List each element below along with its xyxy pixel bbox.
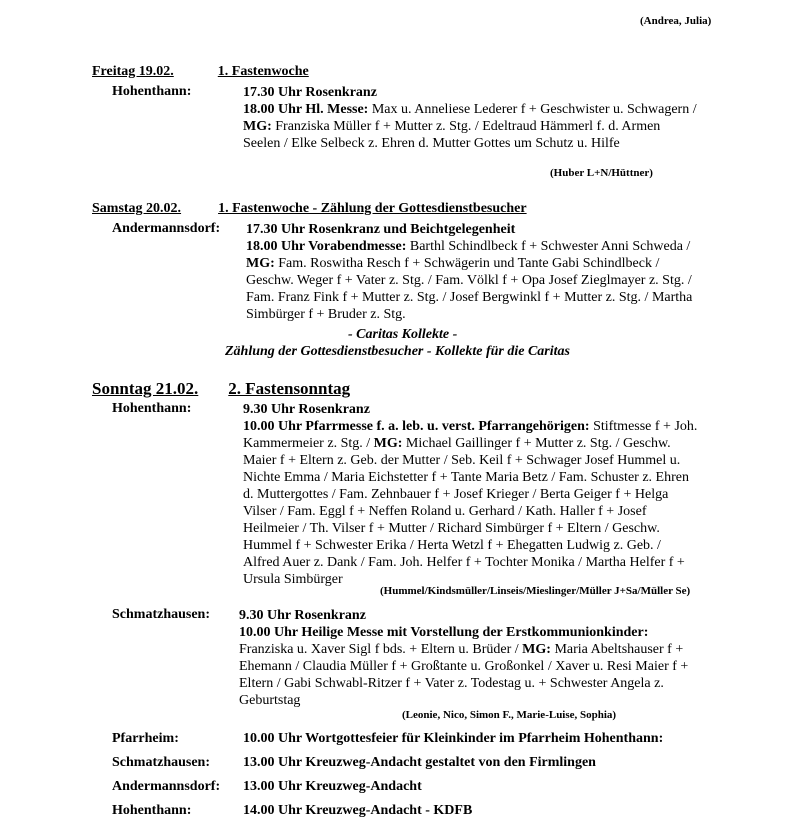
saturday-line-2 <box>246 238 692 255</box>
sun-b3 <box>239 641 688 658</box>
saturday-date: Samstag 20.02. <box>92 201 182 216</box>
friday-line-2 <box>243 101 697 118</box>
sun-a4: Maier f + Eltern z. Geb. der Mutter / Seb. Keil f + Schwager Josef Hummel u. <box>243 453 681 468</box>
sunday-title: 2. Fastensonntag <box>228 379 351 398</box>
friday-place: Hohenthann: <box>112 84 192 99</box>
sun-a9: Hummel f + Schwester Erika / Herta Wetzl f + Ehegatten Ludwig z. Geb. / <box>243 538 661 553</box>
saturday-place: Andermannsdorf: <box>112 221 221 236</box>
sun-mass-text: Stiftmesse f + Joh. <box>589 419 698 434</box>
sunday-schmatzhausen-kreuzweg: 13.00 Uhr Kreuzweg-Andacht gestaltet von den Firmlingen <box>243 755 596 770</box>
sunday-header <box>92 379 356 399</box>
saturday-entries <box>246 221 692 323</box>
friday-line-3 <box>243 118 697 135</box>
sunday-pfarrheim-entry: 10.00 Uhr Wortgottesfeier für Kleinkinder im Pfarrheim Hohenthann: <box>243 731 664 746</box>
sun-b3-text-a: Franziska u. Xaver Sigl f bds. + Eltern u. Brüder / <box>239 642 523 657</box>
sun-a6: d. Muttergottes / Fam. Zehnbauer f + Josef Krieger / Berta Geiger f + Helga <box>243 487 669 502</box>
sunday-hohenthann-entries <box>243 401 697 588</box>
friday-line-1: 17.30 Uhr Rosenkranz <box>243 85 377 100</box>
friday-line-4: Seelen / Elke Selbeck z. Ehren d. Mutter Gottes um Schutz u. Hilfe <box>243 136 620 151</box>
friday-date: Freitag 19.02. <box>92 64 174 79</box>
sun-b6: Geburtstag <box>239 693 301 708</box>
friday-entries <box>243 84 697 152</box>
sun-b2: 10.00 Uhr Heilige Messe mit Vorstellung der Erstkommunionkinder: <box>239 625 649 640</box>
saturday-line-6: Simbürger f + Bruder z. Stg. <box>246 307 406 322</box>
friday-mg-text: Franziska Müller f + Mutter z. Stg. / Edeltraud Hämmerl f. d. Armen <box>271 119 661 134</box>
sun-a3 <box>243 435 697 452</box>
saturday-line-1: 17.30 Uhr Rosenkranz und Beichtgelegenheit <box>246 222 516 237</box>
sun-a8: Heilmeier / Th. Vilser f + Mutter / Richard Simbürger f + Eltern / Geschw. <box>243 521 660 536</box>
sun-a10: Alfred Auer z. Dank / Fam. Joh. Helfer f + Tochter Monika / Martha Helfer f + <box>243 555 685 570</box>
sun-a5: Nichte Emma / Maria Eichstetter f + Tante Maria Betz / Fam. Schuster z. Ehren <box>243 470 689 485</box>
friday-header <box>92 64 309 80</box>
friday-mass-text: Max u. Anneliese Lederer f + Geschwister u. Schwagern / <box>368 102 697 117</box>
friday-note: (Huber L+N/Hüttner) <box>550 167 653 179</box>
saturday-line-3 <box>246 255 692 272</box>
saturday-line-4: Geschw. Weger f + Vater z. Stg. / Fam. Völkl f + Opa Josef Zieglmayer z. Stg. / <box>246 273 692 288</box>
sunday-place-hohenthann: Hohenthann: <box>112 401 192 416</box>
sunday-hohenthann-note: (Hummel/Kindsmüller/Linseis/Mieslinger/Müller J+Sa/Müller Se) <box>380 585 691 597</box>
sunday-place-pfarrheim: Pfarrheim: <box>112 731 179 746</box>
sunday-place-schmatzhausen-2: Schmatzhausen: <box>112 755 211 770</box>
sun-b1: 9.30 Uhr Rosenkranz <box>239 608 366 623</box>
sunday-place-andermannsdorf: Andermannsdorf: <box>112 779 221 794</box>
friday-mass-label: 18.00 Uhr Hl. Messe: <box>243 102 369 117</box>
sun-a2 <box>243 418 697 435</box>
sunday-hohenthann-kreuzweg: 14.00 Uhr Kreuzweg-Andacht - KDFB <box>243 803 473 818</box>
sun-b5: Eltern / Gabi Schwabl-Ritzer f + Vater z. Todestag u. + Schwester Angela z. <box>239 676 664 691</box>
saturday-header <box>92 201 527 217</box>
sun-b4: Ehemann / Claudia Müller f + Großtante u. Großonkel / Xaver u. Resi Maier f + <box>239 659 689 674</box>
sunday-date: Sonntag 21.02. <box>92 379 199 398</box>
sun-b3-text: Maria Abeltshauser f + <box>550 642 684 657</box>
sunday-schmatzhausen-entries <box>239 607 688 709</box>
friday-mg-label: MG: <box>243 119 272 134</box>
saturday-mass-text: Barthl Schindlbeck f + Schwester Anni Schweda / <box>406 239 691 254</box>
saturday-mg-label: MG: <box>246 256 275 271</box>
saturday-line-5: Fam. Franz Fink f + Mutter z. Stg. / Josef Bergwinkl f + Mutter z. Stg. / Martha <box>246 290 693 305</box>
sun-a3-text-a: Kammermeier z. Stg. / <box>243 436 374 451</box>
sun-mass-label: 10.00 Uhr Pfarrmesse f. a. leb. u. verst. Pfarrangehörigen: <box>243 419 590 434</box>
sunday-andermannsdorf-kreuzweg: 13.00 Uhr Kreuzweg-Andacht <box>243 779 422 794</box>
sun-a3-text: Michael Gaillinger f + Mutter z. Stg. / Geschw. <box>402 436 671 451</box>
sun-b3-mg-label: MG: <box>522 642 551 657</box>
sunday-schmatzhausen-note: (Leonie, Nico, Simon F., Marie-Luise, Sophia) <box>402 709 617 721</box>
top-note: (Andrea, Julia) <box>640 15 712 27</box>
saturday-title: 1. Fastenwoche - Zählung der Gottesdienstbesucher <box>218 201 527 216</box>
caritas-collection: - Caritas Kollekte - <box>348 327 458 342</box>
sun-mg-label: MG: <box>373 436 403 451</box>
caritas-counting: Zählung der Gottesdienstbesucher - Kollekte für die Caritas <box>225 344 570 359</box>
sunday-place-schmatzhausen: Schmatzhausen: <box>112 607 211 622</box>
sun-a11: Ursula Simbürger <box>243 572 343 587</box>
sun-a7: Vilser / Fam. Eggl f + Neffen Roland u. Gerhard / Kath. Haller f + Josef <box>243 504 647 519</box>
saturday-mass-label: 18.00 Uhr Vorabendmesse: <box>246 239 407 254</box>
sunday-place-hohenthann-2: Hohenthann: <box>112 803 192 818</box>
saturday-mg-text: Fam. Roswitha Resch f + Schwägerin und Tante Gabi Schindlbeck / <box>274 256 660 271</box>
friday-title: 1. Fastenwoche <box>217 64 309 79</box>
sun-a1: 9.30 Uhr Rosenkranz <box>243 402 370 417</box>
